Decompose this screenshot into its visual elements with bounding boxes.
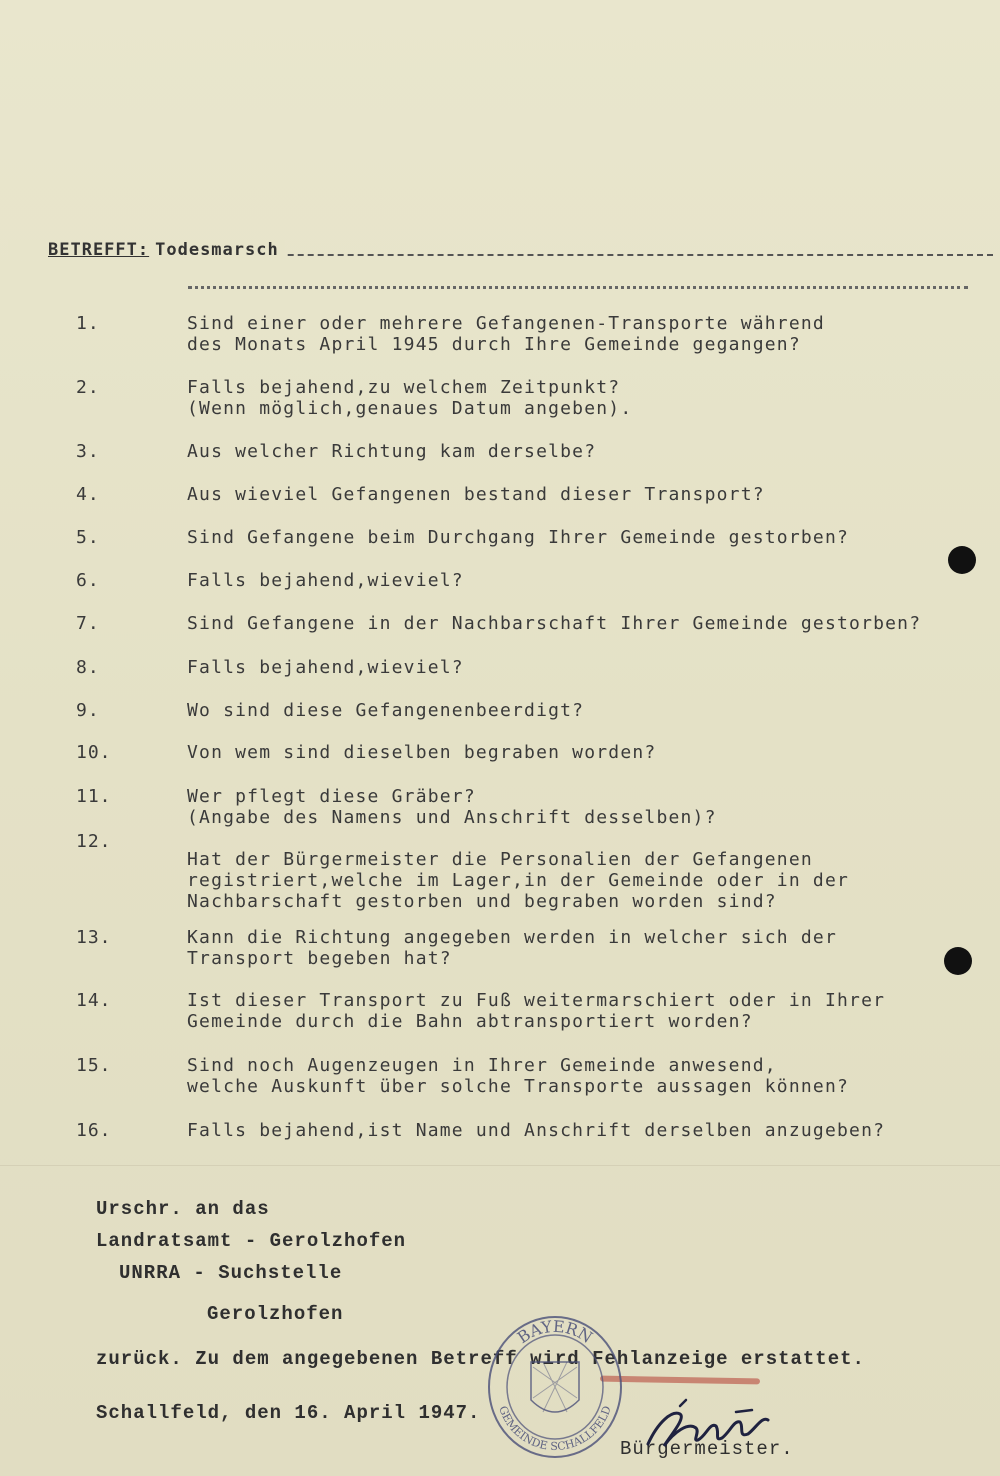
subject-line xyxy=(8,240,993,262)
punch-hole xyxy=(944,947,972,975)
question-text: Wo sind diese Gefangenenbeerdigt? xyxy=(187,700,585,721)
dotted-line xyxy=(188,286,968,289)
question-text: Falls bejahend,wieviel? xyxy=(187,657,464,678)
question-number: 2. xyxy=(76,377,100,398)
question-number: 13. xyxy=(76,927,112,948)
question-text: Sind Gefangene in der Nachbarschaft Ihrer Gemeinde gestorben? xyxy=(187,613,922,634)
stamp-top-text: BAYERN xyxy=(513,1316,596,1348)
question-number: 1. xyxy=(76,313,100,334)
question-text: Aus welcher Richtung kam derselbe? xyxy=(187,441,597,462)
place-date: Schallfeld, den 16. April 1947. xyxy=(96,1402,481,1424)
question-number: 9. xyxy=(76,700,100,721)
question-number: 5. xyxy=(76,527,100,548)
question-number: 14. xyxy=(76,990,112,1011)
footer-line-5: zurück. Zu dem angegebenen Betreff wird Fehlanzeige erstattet. xyxy=(96,1348,865,1370)
question-text: Falls bejahend,zu welchem Zeitpunkt? (Wenn möglich,genaues Datum angeben). xyxy=(187,377,633,419)
question-text: Falls bejahend,wieviel? xyxy=(187,570,464,591)
subject-label: BETREFFT: xyxy=(8,240,155,260)
question-number: 3. xyxy=(76,441,100,462)
question-text: Sind Gefangene beim Durchgang Ihrer Gemeinde gestorben? xyxy=(187,527,850,548)
question-number: 11. xyxy=(76,786,112,807)
question-number: 8. xyxy=(76,657,100,678)
signature-title: Bürgermeister. xyxy=(620,1438,794,1460)
question-text: Sind noch Augenzeugen in Ihrer Gemeinde anwesend, welche Auskunft über solche Transporte aussagen können? xyxy=(187,1055,850,1097)
question-text: Aus wieviel Gefangenen bestand dieser Transport? xyxy=(187,484,765,505)
question-number: 6. xyxy=(76,570,100,591)
stamp-side-text: GEMEINDE SCHALLFELD xyxy=(496,1404,614,1454)
question-number: 12. xyxy=(76,831,112,852)
question-number: 4. xyxy=(76,484,100,505)
fold-line xyxy=(0,1165,1000,1166)
question-text: Wer pflegt diese Gräber? (Angabe des Namens und Anschrift desselben)? xyxy=(187,786,717,828)
question-text: Falls bejahend,ist Name und Anschrift derselben anzugeben? xyxy=(187,1120,886,1141)
subject-value: Todesmarsch xyxy=(155,240,285,260)
handwritten-signature xyxy=(640,1392,780,1462)
question-number: 7. xyxy=(76,613,100,634)
question-text: Sind einer oder mehrere Gefangenen-Transporte während des Monats April 1945 durch Ihre Gemeinde gegangen? xyxy=(187,313,825,355)
question-text: Ist dieser Transport zu Fuß weitermarschiert oder in Ihrer Gemeinde durch die Bahn abtransportiert worden? xyxy=(187,990,886,1032)
footer-line-1: Urschr. an das xyxy=(96,1198,270,1220)
question-number: 16. xyxy=(76,1120,112,1141)
question-text: Von wem sind dieselben begraben worden? xyxy=(187,742,657,763)
footer-line-2: Landratsamt - Gerolzhofen xyxy=(96,1230,407,1252)
question-text: Hat der Bürgermeister die Personalien der Gefangenen registriert,welche im Lager,in der Gemeinde oder in der Nachbarschaft gestorben und begraben worden sind? xyxy=(187,849,850,912)
question-text: Kann die Richtung angegeben werden in welcher sich der Transport begeben hat? xyxy=(187,927,837,969)
footer-line-3: UNRRA - Suchstelle xyxy=(119,1262,343,1284)
punch-hole xyxy=(948,546,976,574)
municipal-seal-stamp xyxy=(483,1312,628,1462)
question-number: 15. xyxy=(76,1055,112,1076)
question-number: 10. xyxy=(76,742,112,763)
svg-text:BAYERN xyxy=(514,1317,596,1347)
footer-line-4: Gerolzhofen xyxy=(207,1303,344,1325)
